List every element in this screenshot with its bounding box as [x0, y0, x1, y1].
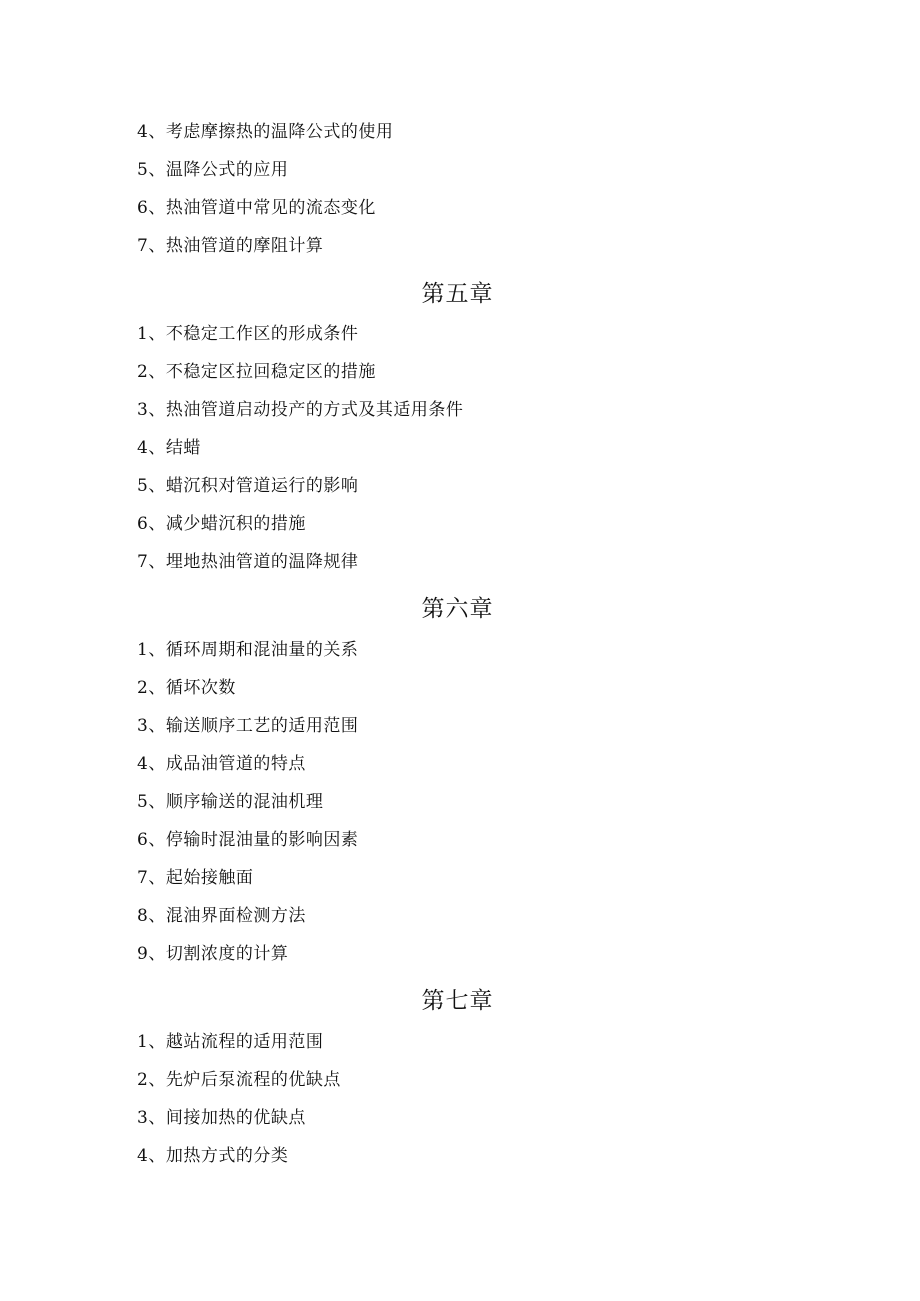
list-item: 5、温降公式的应用	[137, 160, 289, 180]
list-item: 4、考虑摩擦热的温降公式的使用	[137, 122, 394, 142]
list-item: 2、不稳定区拉回稳定区的措施	[137, 362, 376, 382]
list-item: 6、热油管道中常见的流态变化	[137, 198, 376, 218]
list-item: 4、成品油管道的特点	[137, 754, 306, 774]
list-item: 7、热油管道的摩阻计算	[137, 236, 324, 256]
list-item: 1、循环周期和混油量的关系	[137, 640, 359, 660]
chapter-heading: 第六章	[421, 596, 494, 622]
list-item: 7、埋地热油管道的温降规律	[137, 552, 359, 572]
list-item: 6、停输时混油量的影响因素	[137, 830, 359, 850]
list-item: 2、循坏次数	[137, 678, 236, 698]
list-item: 3、间接加热的优缺点	[137, 1108, 306, 1128]
chapter-heading: 第五章	[421, 281, 494, 307]
list-item: 4、结蜡	[137, 438, 201, 458]
list-item: 6、减少蜡沉积的措施	[137, 514, 306, 534]
list-item: 5、顺序输送的混油机理	[137, 792, 324, 812]
chapter-heading: 第七章	[421, 988, 494, 1014]
list-item: 4、加热方式的分类	[137, 1146, 289, 1166]
list-item: 3、输送顺序工艺的适用范围	[137, 716, 359, 736]
list-item: 1、越站流程的适用范围	[137, 1032, 324, 1052]
list-item: 2、先炉后泵流程的优缺点	[137, 1070, 341, 1090]
list-item: 9、切割浓度的计算	[137, 944, 289, 964]
list-item: 1、不稳定工作区的形成条件	[137, 324, 359, 344]
list-item: 8、混油界面检测方法	[137, 906, 306, 926]
list-item: 7、起始接触面	[137, 868, 254, 888]
list-item: 3、热油管道启动投产的方式及其适用条件	[137, 400, 464, 420]
list-item: 5、蜡沉积对管道运行的影响	[137, 476, 359, 496]
